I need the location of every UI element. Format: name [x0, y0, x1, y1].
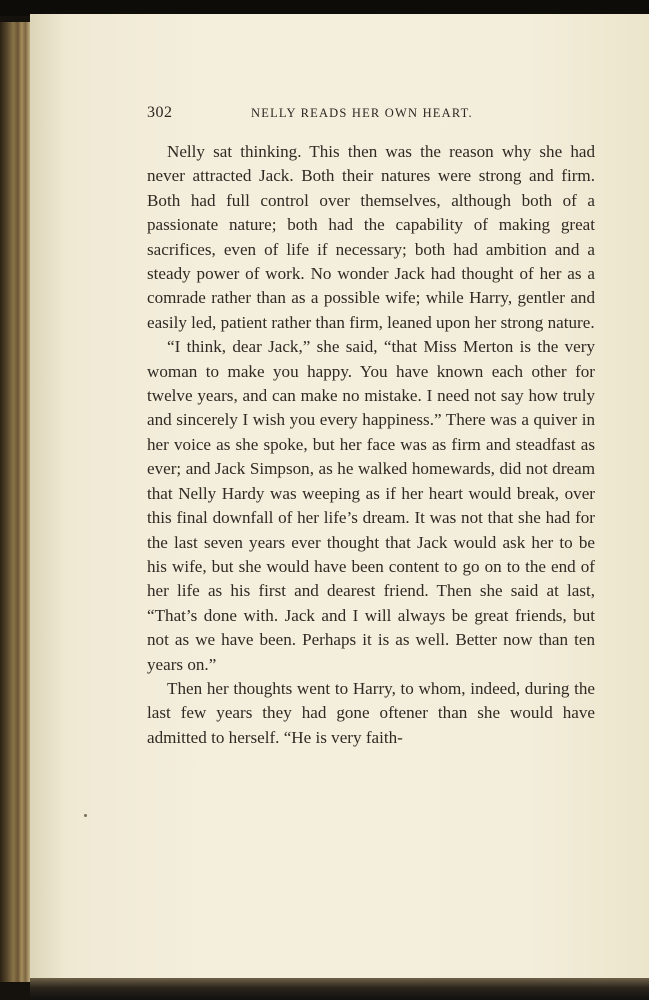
- book-spine: [0, 22, 30, 982]
- paper-speck: [84, 814, 87, 817]
- running-head: NELLY READS HER OWN HEART.: [251, 106, 473, 120]
- page-header: [147, 104, 596, 128]
- bottom-shadow: [30, 978, 649, 1000]
- paragraph: Nelly sat thinking. This then was the reason why she had never attracted Jack. Both their natures were strong and firm. Both had full control over themselves, although both of a passionate nature; both had the capability of making great sacrifices, even of life if necessary; both had ambition and a steady power of work. No wonder Jack had thought of her as a comrade rather than as a possible wife; while Harry, gentler and easily led, patient rather than firm, leaned upon her strong nature.: [147, 142, 595, 332]
- paragraph: “I think, dear Jack,” she said, “that Miss Merton is the very woman to make you happy. You have known each other for twelve years, and can make no mistake. I need not say how truly and sincerely I wish you every happiness.” There was a quiver in her voice as she spoke, but her face was as firm and steadfast as ever; and Jack Simpson, as he walked homewards, did not dream that Nelly Hardy was weeping as if her heart would break, over this final downfall of her life’s dream. It was not that she had for the last seven years ever thought that Jack would ask her to be his wife, but she would have been content to go on to the end of her life as his first and dearest friend. Then she said at last, “That’s done with. Jack and I will always be great friends, but not as we have been. Perhaps it is as well. Better now than ten years on.”: [147, 337, 595, 674]
- body-text: [147, 140, 595, 750]
- page-number: 302: [147, 104, 173, 121]
- paragraph: Then her thoughts went to Harry, to whom, indeed, during the last few years they had gone oftener than she would have admitted to herself. “He is very faith-: [147, 678, 595, 747]
